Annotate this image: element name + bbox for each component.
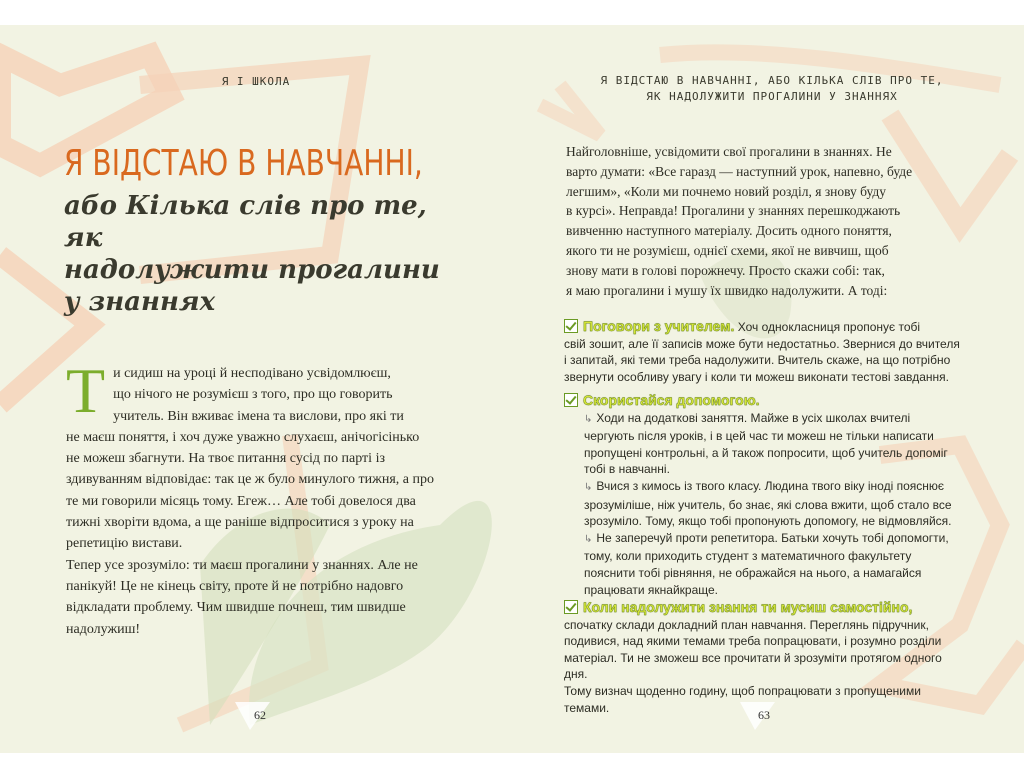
text-line: надолужиш! xyxy=(66,621,141,637)
subtitle-line: або Кілька слів про те, як xyxy=(64,191,427,253)
subtitle-line: надолужити прогалини xyxy=(64,255,440,285)
help-item-line: чергують після уроків, і в цей час ти можеш не тільки написати xyxy=(584,429,934,444)
tip-heading: Скористайся допомогою. xyxy=(583,392,760,408)
tip-heading: Коли надолужити знання ти мусиш самостійно, xyxy=(583,599,913,615)
help-item xyxy=(584,410,968,478)
chapter-title: Я ВІДСТАЮ В НАВЧАННІ, xyxy=(64,143,423,184)
text-line: и сидиш на уроці й несподівано усвідомлюєш, xyxy=(113,366,391,381)
right-page xyxy=(512,25,1024,753)
left-page xyxy=(0,25,512,753)
checkbox-icon xyxy=(564,393,578,407)
help-item xyxy=(584,530,968,598)
tip-text-line: матеріал. Ти не зможеш все прочитати й зрозуміти протягом одного дня. xyxy=(564,650,942,682)
text-line: панікуй! Це не кінець світу, проте й не потрібно надовго xyxy=(66,578,404,594)
tip-heading-line xyxy=(564,599,968,617)
subtitle-line: у знаннях xyxy=(64,287,216,317)
tip-heading: Поговори з учителем. xyxy=(583,318,735,334)
help-item-line: пропущені контрольні, а й також попросити, щоб учитель допоміг xyxy=(584,445,948,460)
arrow-icon: ↳ xyxy=(584,533,593,545)
drop-cap: Т xyxy=(66,355,106,426)
text-line: учитель. Він вживає імена та вислови, про які ти xyxy=(113,408,404,424)
text-line: тижні хворіти вдома, а ще раніше відпроситися з уроку на xyxy=(66,515,414,531)
help-item-line: зрозуміліше, ніж учитель, бо знає, які слова вжити, щоб стало все xyxy=(584,497,952,512)
arrow-icon: ↳ xyxy=(584,413,593,425)
help-item-line: ↳ Вчися з кимось із твого класу. Людина твого віку іноді пояснює xyxy=(584,478,945,493)
help-item-line: тому, коли приходить студент з математичного факультету xyxy=(584,549,912,564)
text-line: в курсі». Неправда! Прогалини у знаннях перешкоджають xyxy=(566,203,901,219)
tip-text-line: спочатку склади докладний план навчання. Переглянь підручник, xyxy=(564,617,929,632)
tip-heading-line xyxy=(564,318,968,336)
intro-text xyxy=(66,355,466,640)
text-line: вивченню наступного матеріалу. Досить одного поняття, xyxy=(566,223,892,239)
tip-talk-to-teacher xyxy=(564,318,968,385)
tip-text: Хоч однокласниця пропонує тобі xyxy=(734,320,921,334)
page-number: 62 xyxy=(254,708,266,722)
text-line: не маєш поняття, і хоч дуже уважно слухаєш, анічогісінько xyxy=(66,429,420,445)
chapter-subtitle xyxy=(64,190,464,318)
running-head xyxy=(572,73,972,105)
checkbox-icon xyxy=(564,319,578,333)
tip-get-help xyxy=(564,392,968,598)
running-head: Я І ШКОЛА xyxy=(221,75,291,88)
tip-text-line: свій зошит, але її записів може бути недостатньо. Звернися до вчителя xyxy=(564,336,960,351)
text-line: репетицію вистави. xyxy=(66,536,183,552)
tip-text-line: Тому визнач щоденно годину, щоб попрацювати з пропущеними темами. xyxy=(564,683,921,715)
help-item-line: ↳ Не заперечуй проти репетитора. Батьки хочуть тобі допомогти, xyxy=(584,530,949,545)
text-line: не можеш збагнути. На твоє питання сусід по парті із xyxy=(66,451,385,467)
text-line: легшим», «Коли ми почнемо новий розділ, я знову буду xyxy=(566,183,887,199)
text-line: здивуванням відповідає: так це ж було минулого тижня, а про xyxy=(66,472,434,488)
help-item-line: тобі в навчанні. xyxy=(584,462,670,477)
tip-text-line: подивися, над якими темами треба попрацювати, і розумно розділи xyxy=(564,634,942,649)
checkbox-icon xyxy=(564,600,578,614)
text-line: відкладати проблему. Чим швидше почнеш, тим швидше xyxy=(66,600,406,616)
tip-text-line: звернути особливу увагу і коли ти можеш виконати тестові завдання. xyxy=(564,369,949,384)
text-line: Тепер усе зрозуміло: ти маєш прогалини у знаннях. Але не xyxy=(66,557,418,573)
help-item-line: ↳ Ходи на додаткові заняття. Майже в усіх школах вчителі xyxy=(584,410,911,425)
intro-text xyxy=(566,142,962,300)
running-head-line: ЯК НАДОЛУЖИТИ ПРОГАЛИНИ У ЗНАННЯХ xyxy=(646,90,898,103)
text-line: знову мати в голові порожнечу. Просто скажи собі: так, xyxy=(566,262,885,278)
text-line: якого ти не розумієш, однієї схеми, якої не вивчиш, щоб xyxy=(566,242,889,258)
help-item-line: зрозуміло. Тому, якщо тобі пропонують допомогу, не відмовляйся. xyxy=(584,514,952,529)
book-spread xyxy=(0,25,1024,753)
tip-text-line: і запитай, які теми треба надолужити. Вчитель скаже, на що потрібно xyxy=(564,353,951,368)
text-line: я маю прогалини і мушу їх швидко надолужити. А тоді: xyxy=(566,282,888,298)
text-line: варто думати: «Все гаразд — наступний урок, напевно, буде xyxy=(566,163,913,179)
text-line: що нічого не розумієш з того, про що говорить xyxy=(113,387,393,403)
tip-heading-line xyxy=(564,392,968,410)
help-item-line: працювати якнайкраще. xyxy=(584,582,718,597)
running-head-line: Я ВІДСТАЮ В НАВЧАННІ, АБО КІЛЬКА СЛІВ ПРО ТЕ, xyxy=(600,74,944,87)
help-item xyxy=(584,478,968,530)
arrow-icon: ↳ xyxy=(584,481,593,493)
tip-self-study xyxy=(564,599,968,716)
page-number: 63 xyxy=(758,708,770,722)
text-line: те ми говорили місяць тому. Егеж… Але тобі довелося два xyxy=(66,493,416,509)
text-line: Найголовніше, усвідомити свої прогалини в знаннях. Не xyxy=(566,144,892,159)
help-item-line: пояснити тобі рівняння, не ображайся на нього, а намагайся xyxy=(584,565,922,580)
